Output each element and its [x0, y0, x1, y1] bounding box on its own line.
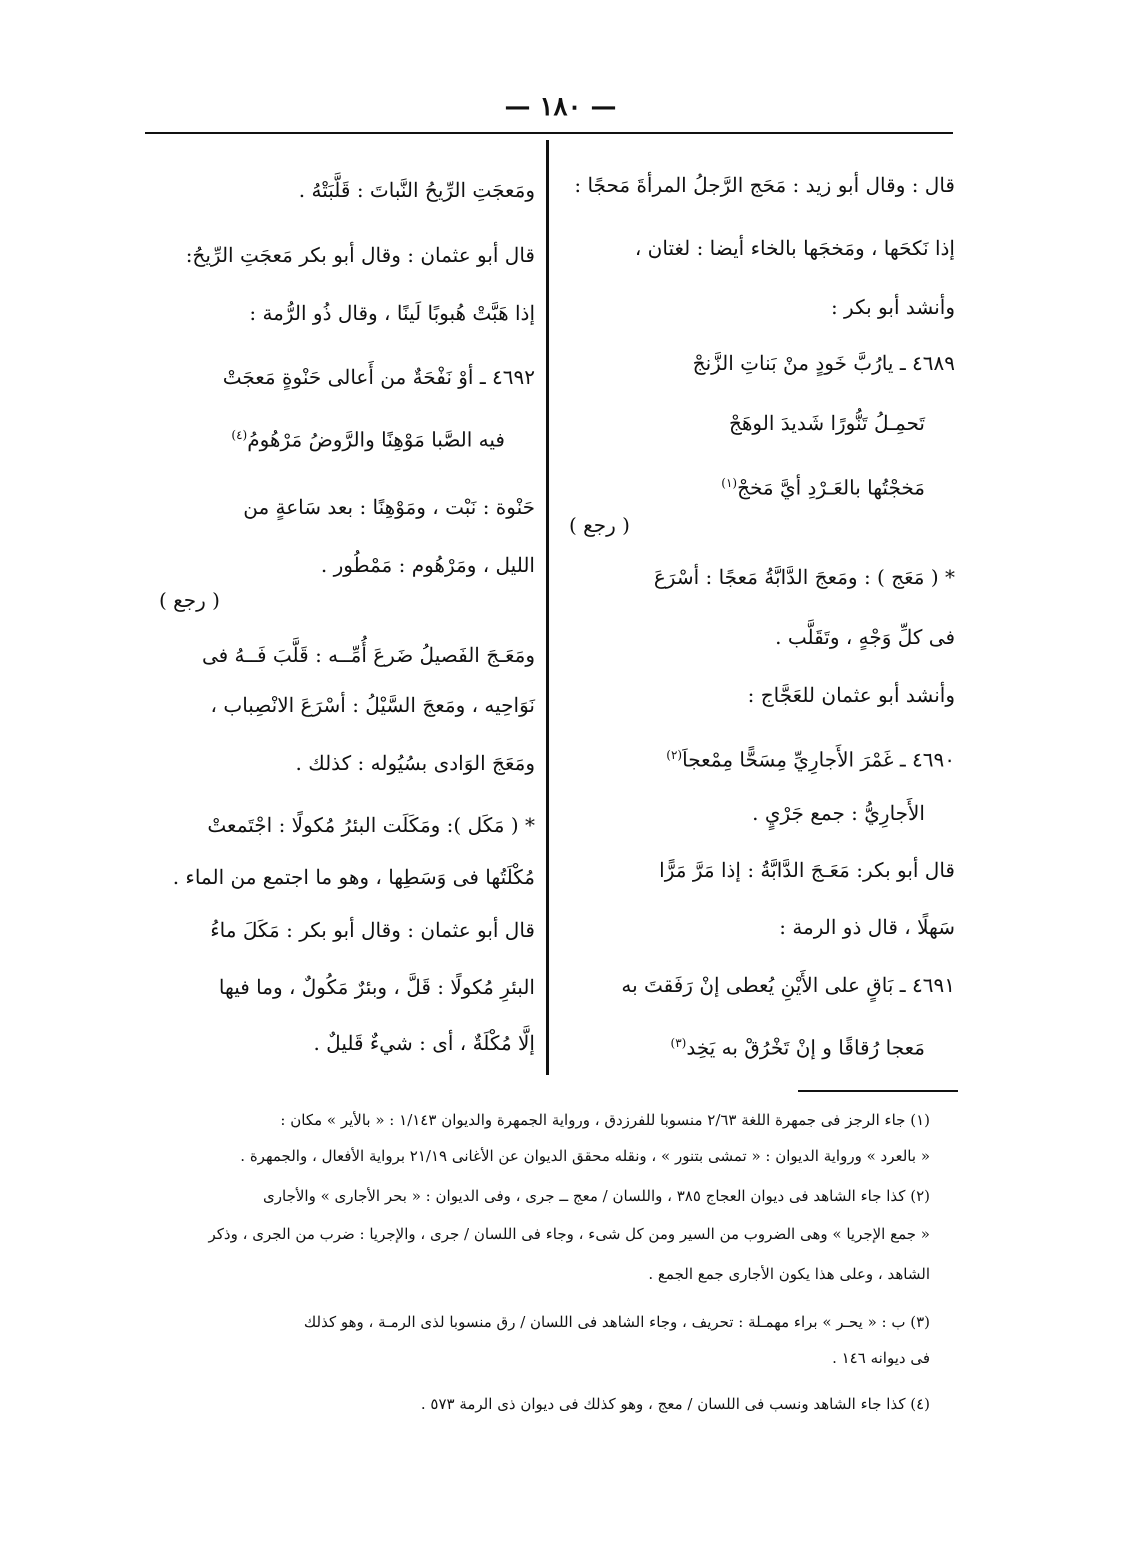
verse-line — [671, 1028, 926, 1063]
footnote-ref: (٤) — [231, 428, 248, 442]
text-line: نَوَاحِيه ، ومَعجَ السَّيْلُ : أسْرَعَ الانْصِباب ، — [210, 693, 535, 717]
text-line: البئرِ مُكولًا : قَلَّ ، وبئرٌ مَكُولٌ ، وما فيها — [218, 975, 535, 999]
verse-line: تَحمِـلُ تَنُّورًا شَديدَ الوهَجْ — [728, 411, 925, 435]
text-line: قال أبو عثمان : وقال أبو بكر : مَكَلَ ماءُ — [210, 918, 535, 942]
verse-line — [231, 420, 505, 455]
verse-line — [666, 740, 955, 775]
text-line: إذا هَبَّتْ هُبوبًا لَينًا ، وقال ذُو الرُّمة : — [249, 301, 535, 325]
footnote-ref: (١) — [721, 476, 738, 490]
footnote-line: (٤) كذا جاء الشاهد ونسب فى اللسان / معج ، وهو كذلك فى ديوان ذى الرمة ٥٧٣ . — [420, 1395, 930, 1413]
text-line: ومَعَـجَ الفَصيلُ ضَرعَ أُمِّــه : قَلَّبَ فَــهُ فى — [201, 643, 535, 667]
text-line: وأنشد أبو بكر : — [830, 295, 955, 319]
verse-text: ٤٦٩٠ ـ غَمْرَ الأَجارِيِّ مِسَحًّا مِمْعجاَ — [682, 747, 955, 772]
verse-line: ٤٦٨٩ ـ يارُبَّ خَودٍ منْ بَناتِ الزَّنجْ — [692, 351, 955, 375]
page-number: — ١٨٠ — — [504, 92, 617, 122]
footnote-line: « جمع الإجريا » وهى الضروب من السير ومن كل شىء ، وجاء فى اللسان / جرى ، والإجريا : ضرب من الجرى ، وذكر — [208, 1225, 930, 1243]
text-line: إذا نَكحَها ، ومَخجَها بالخاء أيضا : لغتان ، — [634, 236, 955, 260]
section-marker: ( رجع ) — [159, 588, 220, 612]
footnote-line: فى ديوانه ١٤٦ . — [832, 1349, 930, 1367]
text-line: ومَعجَتِ الرِّيحُ النَّباتَ : قَلَّبَتْهُ . — [298, 178, 535, 202]
column-divider — [546, 140, 549, 1075]
verse-line: ٤٦٩٢ ـ أوْ نَفْحَةٌ من أَعالى حَنْوةٍ مَعجَتْ — [222, 365, 535, 389]
text-line: وأنشد أبو عثمان للعَجَّاج : — [747, 683, 955, 707]
header-rule — [145, 132, 953, 134]
verse-text: فيه الصَّبا مَوْهِنًا والرَّوضُ مَرْهُومُ — [247, 427, 505, 452]
text-line: إلَّا مُكْلَةٌ ، أى : شيءٌ قَليلٌ . — [313, 1031, 535, 1055]
entry-line: * ( مَكَل ): ومَكَلَت البئرُ مُكولًا : اجْتَمعتْ — [207, 813, 535, 837]
entry-line: * ( مَعَج ) : ومَعجَ الدَّابَّةُ مَعجًا : أسْرَعَ — [653, 565, 955, 589]
footnote-ref: (٣) — [670, 1036, 687, 1050]
section-marker: ( رجع ) — [569, 513, 630, 537]
text-line: فى كلِّ وَجْهٍ ، وتَقَلَّب . — [775, 625, 955, 649]
text-line: حَنْوة : نَبْت ، ومَوْهِنًا : بعد سَاعةٍ من — [243, 495, 535, 519]
footnote-line: (١) جاء الرجز فى جمهرة اللغة ٢/٦٣ منسوبا للفرزدق ، ورواية الجمهرة والديوان ١/١٤٣ : « بالأير » مكان : — [280, 1111, 930, 1129]
footnote-rule — [798, 1090, 958, 1092]
verse-text: مَخجْتُها بالعَـرْدِ أيَّ مَخجْ — [737, 475, 925, 500]
text-line: الأَجارِيُّ : جمع جَرْيٍ . — [752, 801, 925, 825]
text-line: الليل ، ومَرْهُوم : مَمْطُور . — [320, 553, 535, 577]
text-line: ومَعَجَ الوَادى بسُيُوله : كذلك . — [295, 751, 535, 775]
text-line: سَهلًا ، قال ذو الرمة : — [779, 915, 955, 939]
text-line: مُكْلَتُها فى وَسَطِها ، وهو ما اجتمع من الماء . — [172, 865, 535, 889]
footnote-line: الشاهد ، وعلى هذا يكون الأجارى جمع الجمع . — [648, 1265, 930, 1283]
footnote-line: « بالعرد » ورواية الديوان : « تمشى بتنور » ، ونقله محقق الديوان عن الأغانى ٢١/١٩ برواية الأفعال ، والجمهرة . — [240, 1147, 930, 1165]
verse-line — [721, 468, 925, 503]
footnote-line: (٢) كذا جاء الشاهد فى ديوان العجاج ٣٨٥ ، واللسان / معج ــ جرى ، وفى الديوان : « بحر الأجارى » والأجارى — [263, 1187, 930, 1205]
text-line: قال أبو بكر: مَعَـجَ الدَّابَّةُ : إذا مَرَّ مَرًّا — [659, 858, 955, 882]
verse-line: ٤٦٩١ ـ بَاقٍ على الأَيْنِ يُعطى إنْ رَفَقتَ به — [621, 973, 955, 997]
verse-text: مَعجا رُقاقًا و إنْ تَخْرُقْ به يَخِد — [686, 1035, 925, 1060]
footnote-ref: (٢) — [666, 748, 683, 762]
text-line: قال : وقال أبو زيد : مَحَج الرَّجلُ المرأةَ مَحجًا : — [574, 173, 955, 197]
footnote-line: (٣) ب : « يحـر » براء مهمـلة : تحريف ، وجاء الشاهد فى اللسان / رق منسوبا لذى الرمـة ، وهو كذلك — [303, 1313, 930, 1331]
text-line: قال أبو عثمان : وقال أبو بكر مَعجَتِ الرِّيحُ: — [185, 243, 535, 267]
